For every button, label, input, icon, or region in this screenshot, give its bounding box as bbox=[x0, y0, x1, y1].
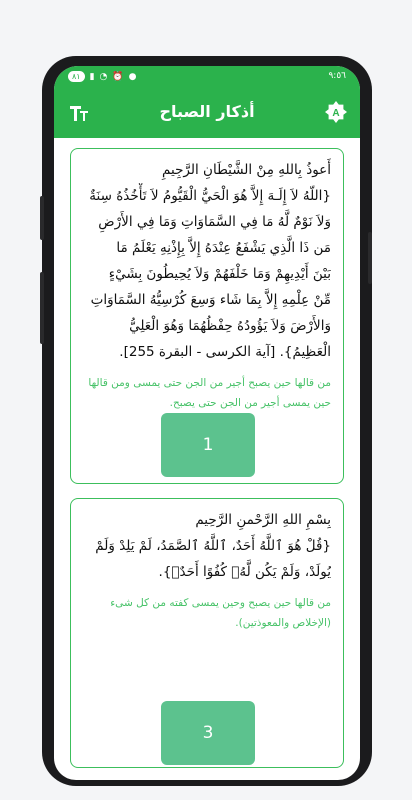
app-bar bbox=[54, 88, 360, 138]
virtue-line: حين يمسى أجير من الجن حتى يصبح. bbox=[169, 397, 331, 409]
auto-brightness-icon[interactable] bbox=[324, 100, 348, 124]
dhikr-line: {اللّهُ لاَ إِلَـهَ إِلاَّ هُوَ الْحَيُّ الْقَيُّومُ لاَ تَأْخُذُهُ سِنَةٌ bbox=[89, 188, 331, 204]
dhikr-line: بِسْمِ اللهِ الرَّحْمنِ الرَّحِيم bbox=[195, 512, 331, 528]
dhikr-line: يُولَدْ، وَلَمْ يَكُن لَّهُۥ كُفُوًا أَحَدٌۢ}. bbox=[158, 564, 331, 580]
status-bar bbox=[54, 66, 360, 88]
dhikr-line: مَن ذَا الَّذِي يَشْفَعُ عِنْدَهُ إِلاَّ بِإِذْنِهِ يَعْلَمُ مَا bbox=[116, 240, 331, 256]
power-button bbox=[40, 272, 44, 344]
dhikr-text bbox=[83, 157, 331, 365]
dhikr-line: وَلاَ نَوْمٌ لَّهُ مَا فِي السَّمَاوَاتِ وَمَا فِي الأَرْضِ bbox=[98, 214, 331, 230]
dhikr-card bbox=[70, 148, 344, 484]
status-icons bbox=[68, 71, 136, 82]
virtue-text bbox=[83, 373, 331, 413]
counter-button[interactable]: 3 bbox=[161, 701, 255, 765]
virtue-line: (الإخلاص والمعوذتين). bbox=[235, 617, 331, 629]
counter-button[interactable]: 1 bbox=[161, 413, 255, 477]
virtue-text bbox=[83, 593, 331, 633]
alarm-icon: ⏰ bbox=[112, 71, 124, 82]
battery-badge: ٨١ bbox=[68, 71, 85, 82]
dhikr-line: مِّنْ عِلْمِهِ إِلاَّ بِمَا شَاء وَسِعَ كُرْسِيُّهُ السَّمَاوَاتِ bbox=[90, 292, 331, 308]
dhikr-line: الْعَظِيمُ}. [آية الكرسى - البقرة 255]. bbox=[119, 344, 331, 360]
virtue-line: من قالها حين يصبح أجير من الجن حتى يمسى ومن قالها bbox=[88, 377, 331, 389]
volume-button bbox=[40, 196, 44, 240]
signal-icon: ▮ bbox=[89, 71, 95, 82]
badge-letter: A bbox=[332, 108, 340, 119]
dhikr-text bbox=[83, 507, 331, 585]
wifi-icon: ◔ bbox=[99, 71, 108, 82]
notification-icon: ● bbox=[128, 71, 137, 82]
dhikr-line: {قُلْ هُوَ ٱللَّهُ أَحَدٌ، ٱللَّهُ ٱلصَّمَدُ، لَمْ يَلِدْ وَلَمْ bbox=[95, 538, 331, 554]
dhikr-line: بَيْنَ أَيْدِيهِمْ وَمَا خَلْفَهُمْ وَلاَ يُحِيطُونَ بِشَيْءٍ bbox=[108, 266, 331, 282]
virtue-line: من قالها حين يصبح وحين يمسى كفته من كل شىء bbox=[110, 597, 331, 609]
dhikr-card bbox=[70, 498, 344, 768]
status-time: ٩:٥٦ bbox=[328, 71, 346, 81]
page-title: أذكار الصباح bbox=[159, 102, 255, 121]
dhikr-line: وَالأَرْضَ وَلاَ يَؤُودُهُ حِفْظُهُمَا وَهُوَ الْعَلِيُّ bbox=[129, 318, 331, 334]
side-button-right bbox=[368, 232, 372, 284]
dhikr-line: أَعوذُ بِاللهِ مِنْ الشَّيْطَانِ الرَّجِيمِ bbox=[162, 162, 331, 178]
screen bbox=[54, 66, 360, 780]
